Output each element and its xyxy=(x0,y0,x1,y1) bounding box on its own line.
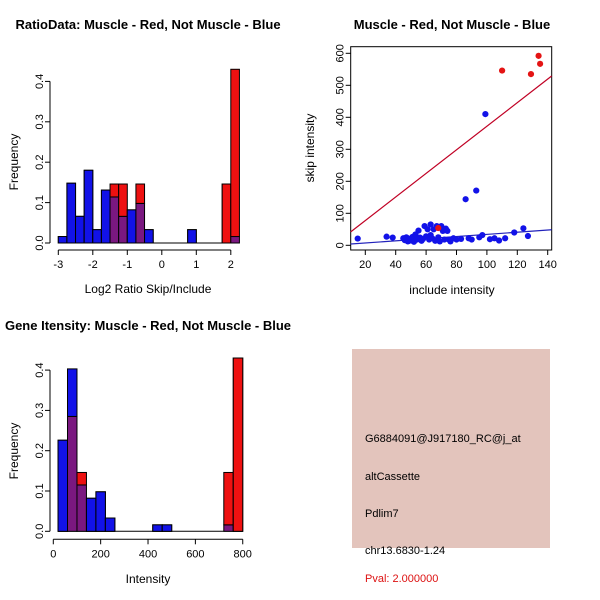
x-axis xyxy=(53,250,233,271)
red-point xyxy=(499,67,505,73)
gene-symbol-text: Pdlim7 xyxy=(365,508,399,520)
blue-bar xyxy=(68,369,77,417)
tick-label: 20 xyxy=(359,259,372,271)
blue-point xyxy=(520,225,526,231)
notmuscle-points xyxy=(355,111,531,245)
ratio-histogram-xlabel: Log2 Ratio Skip/Include xyxy=(84,282,212,296)
x-axis xyxy=(50,539,252,560)
scatter-xlabel: include intensity xyxy=(409,283,495,297)
tick-label: 60 xyxy=(419,259,433,271)
tick-label: 140 xyxy=(538,259,557,271)
gene-histogram-xlabel: Intensity xyxy=(125,572,171,586)
red-bar xyxy=(224,472,233,524)
tick-label: 0.1 xyxy=(34,194,46,211)
tick-label: 200 xyxy=(334,172,347,191)
tick-label: 200 xyxy=(91,548,110,561)
tick-label: 800 xyxy=(233,548,252,561)
ratio-histogram-ylabel: Frequency xyxy=(7,133,21,191)
red-bar xyxy=(231,69,240,236)
tick-label: 0 xyxy=(158,259,165,271)
blue-point xyxy=(473,187,479,193)
gene-histogram-ylabel: Frequency xyxy=(7,422,21,480)
tick-label: 2 xyxy=(227,259,234,271)
muscle-points xyxy=(435,53,543,231)
blue-bar xyxy=(162,525,171,531)
red-bar xyxy=(136,184,145,203)
gene-histogram-title: Gene Itensity: Muscle - Red, Not Muscle - Blue xyxy=(4,318,292,333)
gene-histogram-plot xyxy=(0,300,300,600)
blue-bar xyxy=(93,230,102,243)
tick-label: 0.4 xyxy=(34,73,46,90)
tick-label: 600 xyxy=(186,548,205,561)
tick-label: 300 xyxy=(334,140,347,159)
tick-label: 0.0 xyxy=(34,235,46,251)
overlap-bar xyxy=(77,485,86,531)
red-point xyxy=(535,53,541,59)
blue-bar xyxy=(101,190,110,243)
blue-bar xyxy=(67,183,76,243)
overlap-bar xyxy=(119,216,128,243)
overlap-bar xyxy=(224,525,233,531)
blue-point xyxy=(415,227,421,233)
blue-point xyxy=(482,111,488,117)
red-bar xyxy=(222,184,231,243)
y-axis xyxy=(34,74,50,251)
muscle-fit-line xyxy=(351,76,552,232)
blue-bar xyxy=(58,237,67,243)
red-bar xyxy=(77,472,86,484)
blue-bar xyxy=(86,498,95,531)
tick-label: 400 xyxy=(334,108,347,127)
tick-label: 1 xyxy=(193,259,200,271)
tick-label: 0.2 xyxy=(34,443,46,459)
gene_intensity_histogram-bars xyxy=(58,358,243,531)
location-text: chr13.6830-1.24 xyxy=(365,545,446,557)
blue-bar xyxy=(127,210,136,243)
tick-label: 400 xyxy=(138,548,158,561)
blue-point xyxy=(496,237,502,243)
blue-bar xyxy=(58,440,67,531)
red-point xyxy=(435,225,441,231)
tick-label: 80 xyxy=(450,259,463,271)
scatter-title: Muscle - Red, Not Muscle - Blue xyxy=(353,17,551,32)
red-bar xyxy=(233,358,242,531)
tick-label: 40 xyxy=(389,259,402,271)
red-bar xyxy=(119,184,128,216)
plot-box xyxy=(351,47,552,250)
overlap-bar xyxy=(110,197,119,243)
tick-label: 0 xyxy=(334,242,347,249)
intensity-scatter-plot xyxy=(300,0,600,300)
scatter-ylabel: skip intensity xyxy=(303,113,317,183)
tick-label: 0.3 xyxy=(34,402,46,419)
blue-bar xyxy=(145,230,154,243)
tick-label: 100 xyxy=(334,204,347,223)
tick-label: 0.2 xyxy=(34,154,46,170)
blue-bar xyxy=(76,216,85,243)
tick-label: 0.4 xyxy=(34,362,46,378)
blue-point xyxy=(502,235,508,241)
tick-label: 0.3 xyxy=(34,114,46,130)
panel-ratio-histogram xyxy=(0,0,300,300)
pval-text: Pval: 2.000000 xyxy=(365,573,439,585)
blue-point xyxy=(511,229,517,235)
tick-label: -2 xyxy=(87,259,98,271)
blue-point xyxy=(383,234,389,240)
panel-gene-info xyxy=(300,300,600,600)
blue-bar xyxy=(84,170,93,243)
red-bar xyxy=(110,184,119,197)
overlap-bar xyxy=(68,416,77,531)
blue-bar xyxy=(96,492,105,531)
blue-bar xyxy=(153,525,162,531)
blue-point xyxy=(525,233,531,239)
overlap-bar xyxy=(231,237,240,243)
tick-label: -3 xyxy=(53,259,64,271)
splice-event-text: altCassette xyxy=(365,471,421,483)
tick-label: 600 xyxy=(334,44,347,63)
red-point xyxy=(537,61,543,67)
tick-label: 100 xyxy=(477,259,497,271)
blue-point xyxy=(479,232,485,238)
y-axis xyxy=(34,362,50,538)
blue-bar xyxy=(105,518,114,531)
tick-label: 500 xyxy=(334,76,347,95)
gene-info-box xyxy=(352,349,550,585)
blue-bar xyxy=(188,230,197,243)
blue-point xyxy=(463,196,469,202)
tick-label: 0.1 xyxy=(34,483,46,499)
overlap-bar xyxy=(136,203,145,243)
blue-point xyxy=(355,235,361,241)
ratio-histogram-plot xyxy=(0,0,300,300)
panel-gene-histogram xyxy=(0,300,300,600)
panel-intensity-scatter xyxy=(300,0,600,300)
tick-label: 120 xyxy=(508,259,527,271)
ratio-histogram-title: RatioData: Muscle - Red, Not Muscle - Blue xyxy=(15,17,281,32)
blue-point xyxy=(444,228,450,234)
blue-point xyxy=(458,236,464,242)
blue-point xyxy=(469,236,475,242)
ratio_histogram-bars xyxy=(58,69,239,243)
tick-label: -1 xyxy=(122,259,133,271)
probe-id-text: G6884091@J917180_RC@j_at xyxy=(365,433,521,445)
tick-label: 0 xyxy=(50,548,57,561)
blue-point xyxy=(390,235,396,241)
red-point xyxy=(528,71,534,77)
tick-label: 0.0 xyxy=(34,523,46,539)
